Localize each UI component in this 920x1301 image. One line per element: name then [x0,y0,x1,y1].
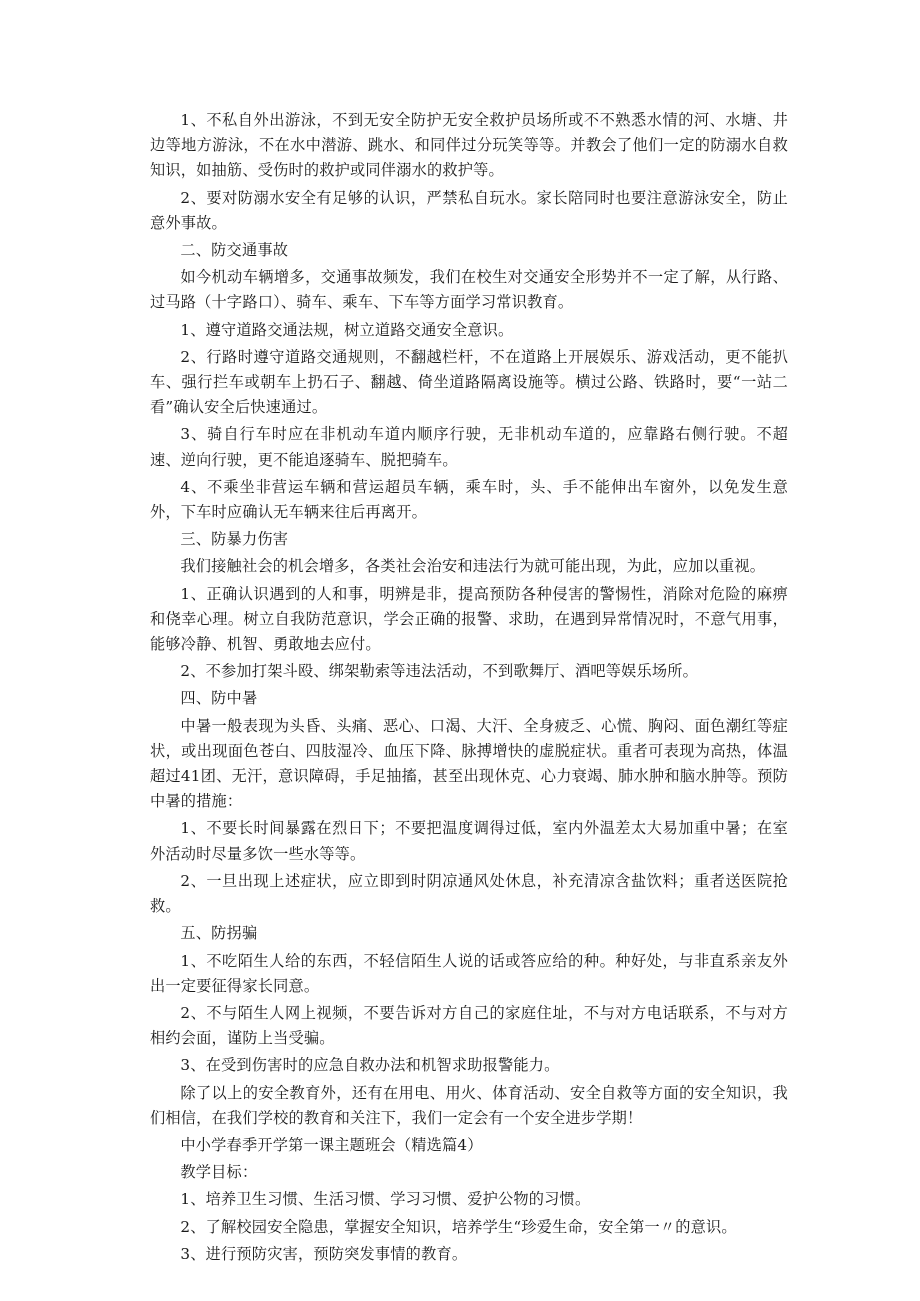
paragraph: 如今机动车辆增多，交通事故频发，我们在校生对交通安全形势并不一定了解，从行路、过马路（十字路口）、骑车、乘车、下车等方面学习常识教育。 [150,268,788,312]
paragraph: 2、一旦出现上述症状，应立即到时阴凉通风处休息，补充清凉含盐饮料；重者送医院抢救。 [150,871,788,916]
paragraph: 中暑一般表现为头昏、头痛、恶心、口渴、大汗、全身疲乏、心慌、胸闷、面色潮红等症状，或出现面色苍白、四肢湿冷、血压下降、脉搏增快的虚脱症状。重者可表现为高热，体温超过41团、无汗，意识障碍，手足抽搐，甚至出现休克、心力衰竭、肺水肿和脑水肿等。预防中暑的措施： [150,716,788,811]
section-heading: 二、防交通事故 [180,241,289,260]
paragraph: 1、不要长时间暴露在烈日下；不要把温度调得过低，室内外温差太大易加重中暑；在室外活动时尽量多饮一些水等等。 [150,819,788,863]
article-title: 中小学春季开学第一课主题班会（精选篇4） [180,1135,483,1154]
paragraph: 2、要对防溺水安全有足够的认识，严禁私自玩水。家长陪同时也要注意游泳安全，防止意外事故。 [150,188,788,232]
paragraph: 2、行路时遵守道路交通规则，不翻越栏杆，不在道路上开展娱乐、游戏活动，更不能扒车、强行拦车或朝车上扔石子、翻越、倚坐道路隔离设施等。横过公路、铁路时，要“一站二看”确认安全后快速通过。 [150,347,788,417]
section-heading: 五、防拐骗 [180,924,258,943]
paragraph: 1、不吃陌生人给的东西，不轻信陌生人说的话或答应给的种。种好处，与非直系亲友外出一定要征得家长同意。 [150,951,788,995]
paragraph: 1、遵守道路交通法规，树立道路交通安全意识。 [180,320,514,339]
document-page [150,108,788,1269]
paragraph: 3、在受到伤害时的应急自救办法和机智求助报警能力。 [180,1056,560,1075]
paragraph: 1、正确认识遇到的人和事，明辨是非，提高预防各种侵害的警惕性，消除对危险的麻痹和侥幸心理。树立自我防范意识，学会正确的报警、求助，在遇到异常情况时，不意气用事，能够冷静、机智、勇敢地去应付。 [150,584,788,654]
section-heading: 四、防中暑 [180,689,258,708]
section-heading: 三、防暴力伤害 [180,530,289,549]
paragraph: 3、骑自行车时应在非机动车道内顺序行驶，无非机动车道的，应靠路右侧行驶。不超速、逆向行驶，更不能追逐骑车、脱把骑车。 [150,425,788,469]
paragraph: 除了以上的安全教育外，还有在用电、用火、体育活动、安全自救等方面的安全知识，我们相信，在我们学校的教育和关注下，我们一定会有一个安全进步学期！ [150,1083,788,1127]
paragraph: 教学目标： [180,1163,258,1182]
paragraph: 2、了解校园安全隐患，掌握安全知识，培养学生“珍爱生命，安全第一〃的意识。 [180,1217,737,1236]
paragraph: 3、进行预防灾害，预防突发事情的教育。 [180,1244,468,1263]
paragraph: 2、不参加打架斗殴、绑架勒索等违法活动，不到歌舞厅、酒吧等娱乐场所。 [180,662,699,681]
paragraph: 4、不乘坐非营运车辆和营运超员车辆，乘车时，头、手不能伸出车窗外，以免发生意外，下车时应确认无车辆来往后再离开。 [150,477,788,522]
paragraph: 2、不与陌生人网上视频，不要告诉对方自己的家庭住址，不与对方电话联系，不与对方相约会面，谨防上当受骗。 [150,1003,788,1048]
paragraph: 我们接触社会的机会增多，各类社会治安和违法行为就可能出现，为此，应加以重视。 [180,557,766,576]
paragraph: 1、不私自外出游泳，不到无安全防护无安全救护员场所或不不熟悉水情的河、水塘、井边等地方游泳，不在水中潜游、跳水、和同伴过分玩笑等等。并教会了他们一定的防溺水自救知识，如抽筋、受伤时的救护或同伴溺水的救护等。 [150,111,788,180]
paragraph: 1、培养卫生习惯、生活习惯、学习习惯、爱护公物的习惯。 [180,1190,591,1209]
